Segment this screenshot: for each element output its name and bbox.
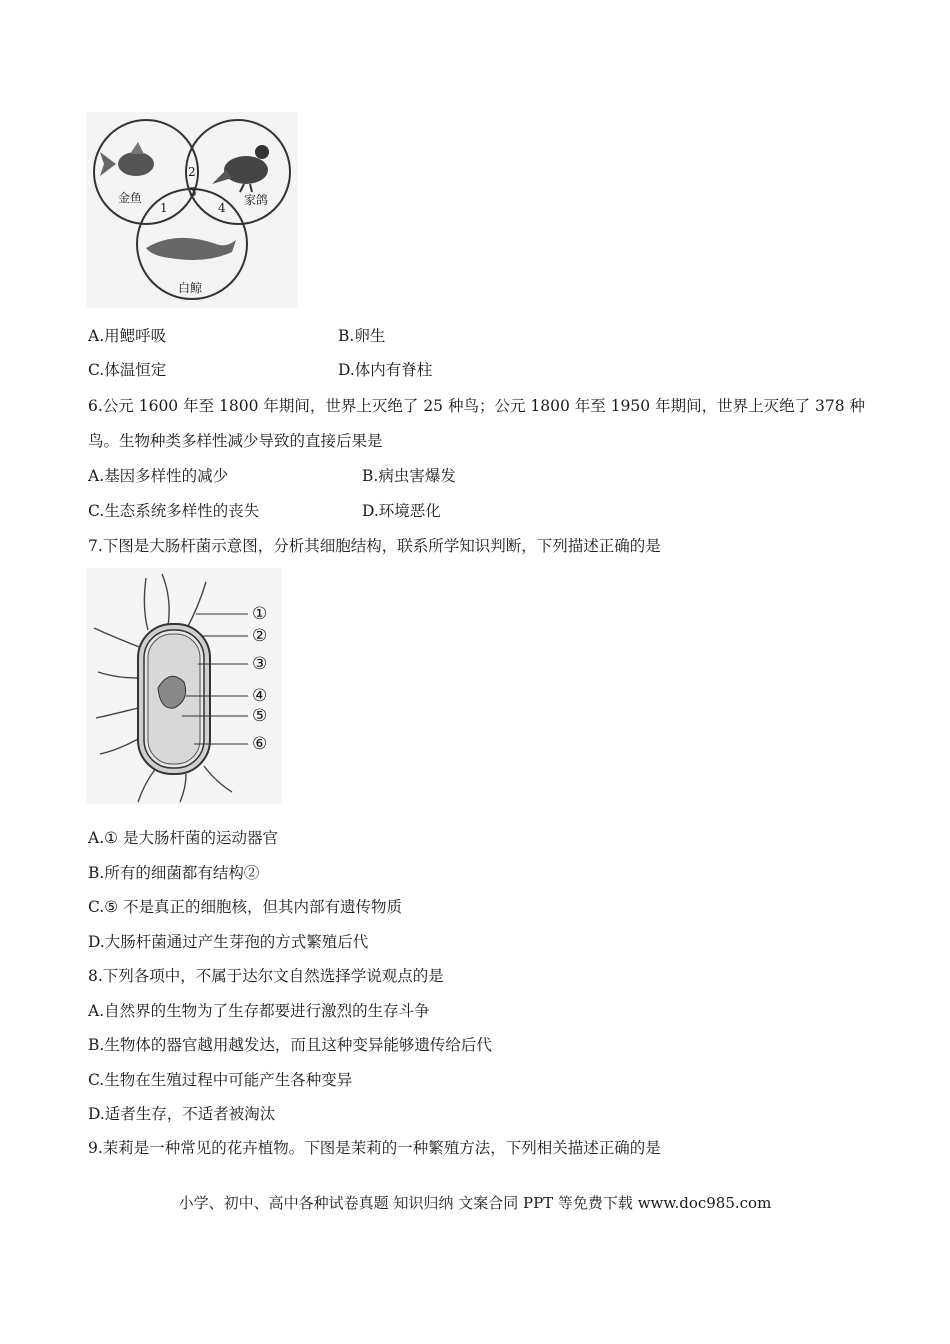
q6-stem-line1: 6.公元 1600 年至 1800 年期间，世界上灭绝了 25 种鸟；公元 1800 年至 1950 年期间，世界上灭绝了 378 种 <box>88 397 866 415</box>
q7-option-b: B.所有的细菌都有结构② <box>88 864 260 882</box>
pigeon-label: 家鸽 <box>244 193 269 207</box>
q8-option-a: A.自然界的生物为了生存都要进行激烈的生存斗争 <box>88 1002 430 1020</box>
ecoli-label-1: ① <box>252 604 268 624</box>
q8-stem: 8.下列各项中，不属于达尔文自然选择学说观点的是 <box>88 967 444 985</box>
q8-option-b: B.生物体的器官越用越发达，而且这种变异能够遗传给后代 <box>88 1036 492 1054</box>
q8-option-d: D.适者生存，不适者被淘汰 <box>88 1105 276 1123</box>
ecoli-label-6: ⑥ <box>252 734 268 754</box>
q7-option-c: C.⑤ 不是真正的细胞核，但其内部有遗传物质 <box>88 898 403 916</box>
q5-option-a: A.用鳃呼吸 <box>88 327 167 345</box>
region-4: 4 <box>218 201 226 215</box>
q6-option-b: B.病虫害爆发 <box>362 467 456 485</box>
q7-stem: 7.下图是大肠杆菌示意图，分析其细胞结构，联系所学知识判断，下列描述正确的是 <box>88 537 661 555</box>
q5-option-d: D.体内有脊柱 <box>338 361 433 379</box>
q7-option-d: D.大肠杆菌通过产生芽孢的方式繁殖后代 <box>88 933 369 951</box>
q8-option-c: C.生物在生殖过程中可能产生各种变异 <box>88 1071 353 1089</box>
ecoli-label-2: ② <box>252 626 268 646</box>
q7-option-a: A.① 是大肠杆菌的运动器官 <box>88 829 278 847</box>
goldfish-label: 金鱼 <box>118 191 143 205</box>
q6-stem-line2: 鸟。生物种类多样性减少导致的直接后果是 <box>88 432 383 450</box>
ecoli-label-3: ③ <box>252 654 268 674</box>
venn-figure <box>86 112 298 308</box>
page-footer: 小学、初中、高中各种试卷真题 知识归纳 文案合同 PPT 等免费下载 www.doc985.com <box>178 1194 772 1212</box>
ecoli-figure <box>86 568 282 804</box>
ecoli-label-5: ⑤ <box>252 706 268 726</box>
ecoli-label-4: ④ <box>252 686 268 706</box>
q9-stem: 9.茉莉是一种常见的花卉植物。下图是茉莉的一种繁殖方法，下列相关描述正确的是 <box>88 1139 661 1157</box>
q5-option-c: C.体温恒定 <box>88 361 167 379</box>
q6-option-a: A.基因多样性的减少 <box>88 467 229 485</box>
q5-option-b: B.卵生 <box>338 327 386 345</box>
beluga-label: 白鲸 <box>178 281 203 295</box>
region-1: 1 <box>160 201 168 215</box>
q6-option-d: D.环境恶化 <box>362 502 441 520</box>
region-3: 3 <box>189 185 197 199</box>
q6-option-c: C.生态系统多样性的丧失 <box>88 502 260 520</box>
region-2: 2 <box>188 165 196 179</box>
